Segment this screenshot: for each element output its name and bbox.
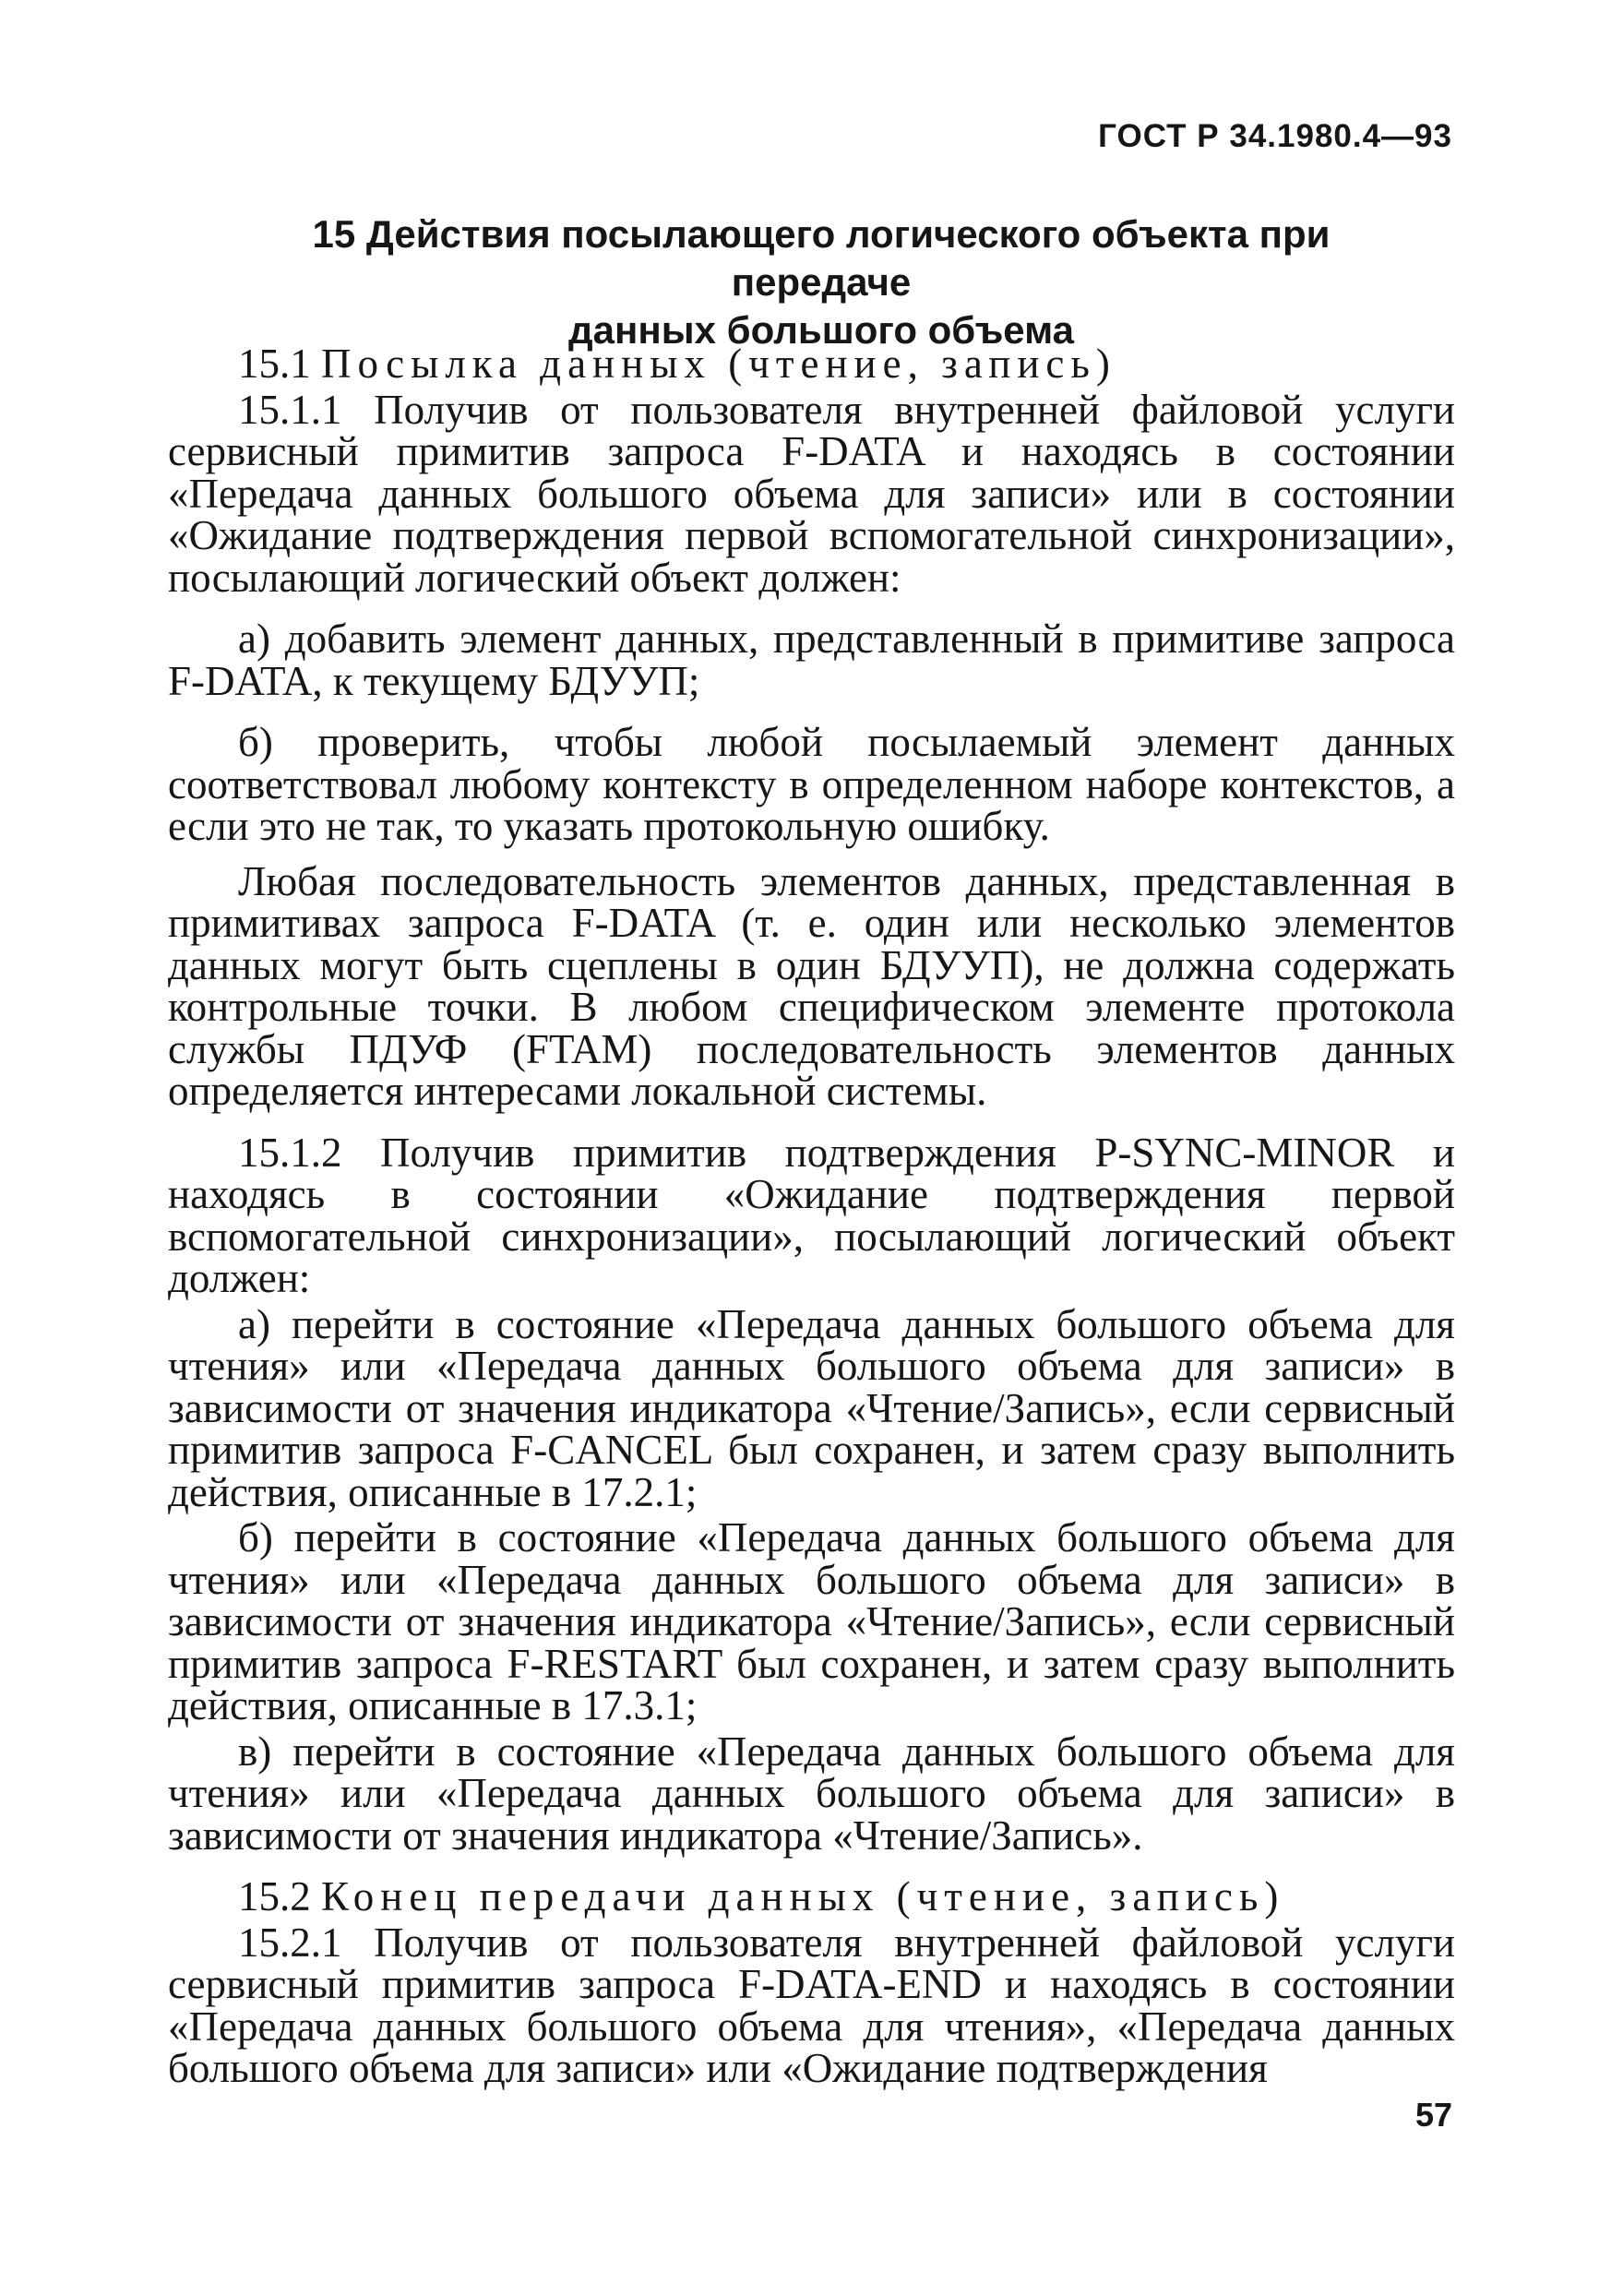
paragraph-15-2-1: 15.2.1 Получив от пользователя внутренней файловой услуги сервисный примитив запроса F-DATA-END и находясь в состоянии «Передача данных большого объема для чтения», «Передача данных большого объема для записи» или «Ожидание подтверждения	[168, 1919, 1455, 2091]
body-text	[168, 343, 1455, 2090]
section-title-line-1: 15 Действия посылающего логического объекта при передаче	[312, 212, 1331, 304]
list-item-b: б) проверить, чтобы любой посылаемый элемент данных соответствовал любому контексту в определенном наборе контекстов, а если это не так, то указать протокольную ошибку.	[168, 719, 1455, 849]
list-item-c-transfer: в) перейти в состояние «Передача данных большого объема для чтения» или «Передача данных большого объема для записи» в зависимости от значения индикатора «Чтение/Запись».	[168, 1728, 1455, 1859]
section-title-line-2: данных большого объема	[568, 308, 1074, 352]
list-item-a: а) добавить элемент данных, представленный в примитиве запроса F-DATA, к текущему БДУУП;	[168, 616, 1455, 704]
list-item-b-restart: б) перейти в состояние «Передача данных большого объема для чтения» или «Передача данных большого объема для записи» в зависимости от значения индикатора «Чтение/Запись», если сервисный примитив запроса F-RESTART был сохранен, и затем сразу выполнить действия, описанные в 17.3.1;	[168, 1514, 1455, 1728]
paragraph-sequence-note: Любая последовательность элементов данных, представленная в примитивах запроса F-DATA (т. е. один или несколько элементов данных могут быть сцеплены в один БДУУП), не должна содержать контрольные точки. В любом специфическом элементе протокола службы ПДУФ (FTAM) последовательность элементов данных определяется интересами локальной системы.	[168, 857, 1455, 1114]
subsection-number: 15.1	[238, 341, 311, 387]
list-item-a-cancel: а) перейти в состояние «Передача данных большого объема для чтения» или «Передача данных большого объема для записи» в зависимости от значения индикатора «Чтение/Запись», если сервисный примитив запроса F-CANCEL был сохранен, и затем сразу выполнить действия, описанные в 17.2.1;	[168, 1300, 1455, 1515]
subsection-heading-15-1	[168, 343, 1455, 386]
subsection-number: 15.2	[238, 1873, 311, 1919]
section-title	[221, 210, 1421, 354]
paragraph-15-1-1: 15.1.1 Получив от пользователя внутренней файловой услуги сервисный примитив запроса F-DATA и находясь в состоянии «Передача данных большого объема для записи» или в состоянии «Ожидание подтверждения первой вспомогательной синхронизации», посылающий логический объект должен:	[168, 386, 1455, 601]
subsection-title: Посылка данных (чтение, запись)	[321, 341, 1116, 387]
paragraph-15-1-2: 15.1.2 Получив примитив подтверждения P-SYNC-MINOR и находясь в состоянии «Ожидание подтверждения первой вспомогательной синхронизации», посылающий логический объект должен:	[168, 1129, 1455, 1301]
document-code-header: ГОСТ Р 34.1980.4—93	[1098, 118, 1452, 154]
subsection-heading-15-2	[168, 1873, 1455, 1919]
page-number: 57	[1414, 2096, 1452, 2134]
subsection-title: Конец передачи данных (чтение, запись)	[321, 1873, 1285, 1919]
